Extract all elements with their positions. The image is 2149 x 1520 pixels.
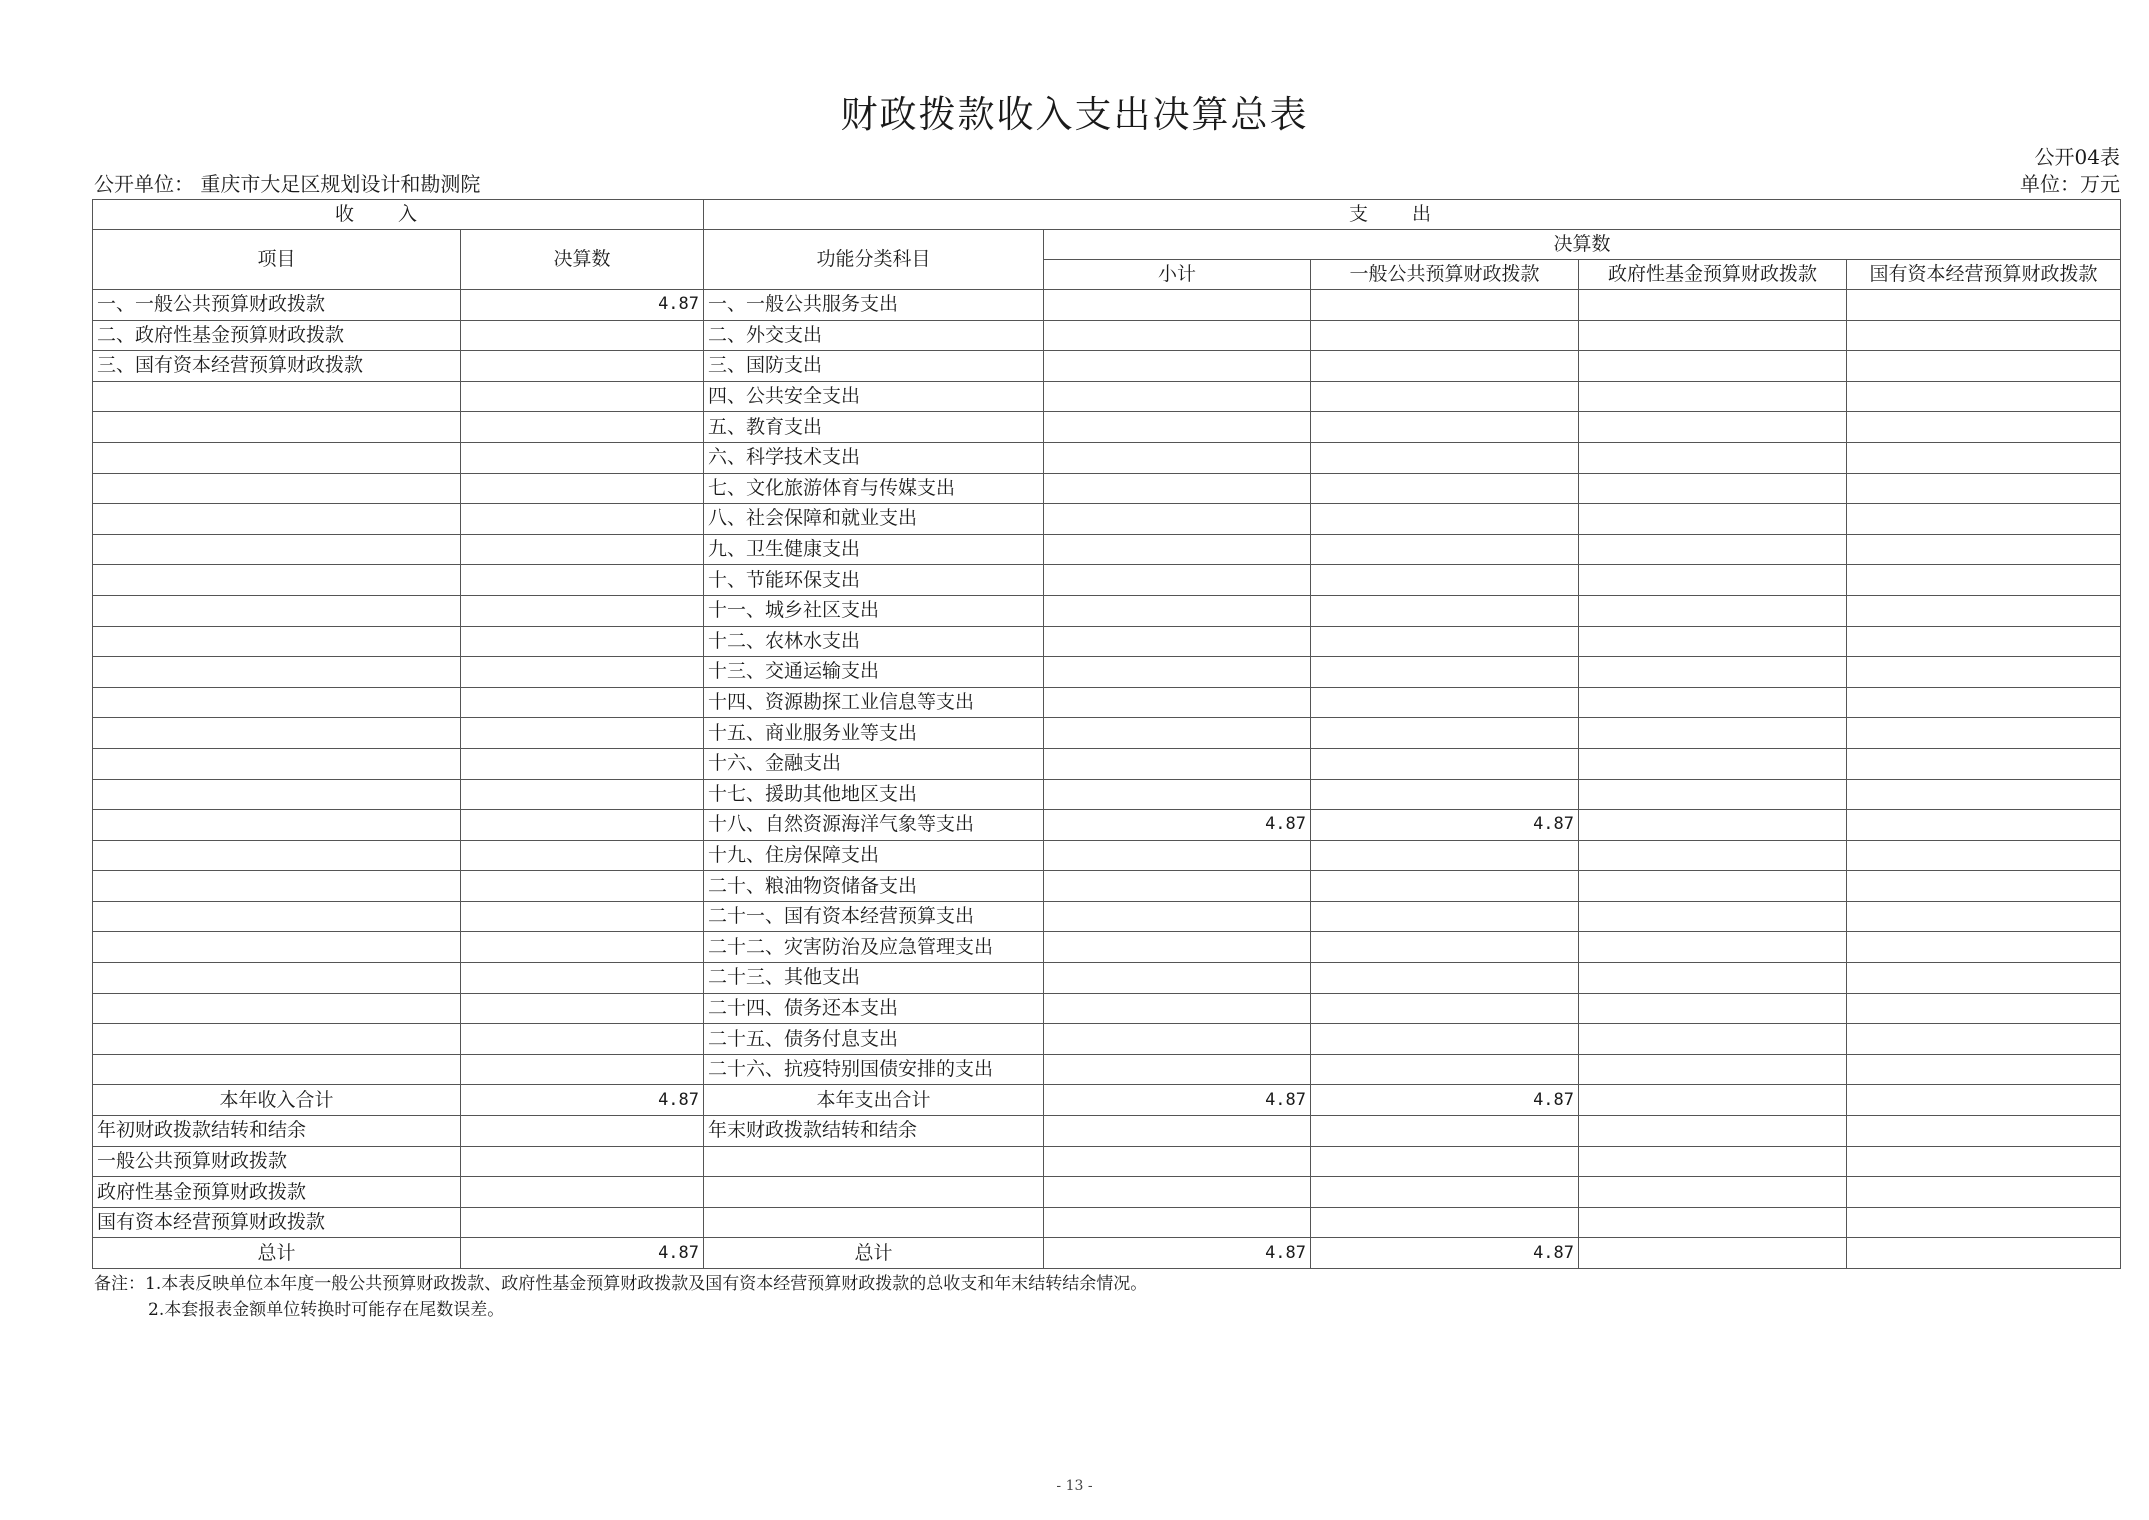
cell-func: 十六、金融支出 xyxy=(704,748,1044,779)
table-row xyxy=(93,963,2121,994)
cell-func: 三、国防支出 xyxy=(704,351,1044,382)
cell-subtotal xyxy=(1044,1054,1311,1085)
cell-fund xyxy=(1579,687,1847,718)
cell-func: 十五、商业服务业等支出 xyxy=(704,718,1044,749)
header-amount: 决算数 xyxy=(461,230,704,290)
cell-fund xyxy=(1579,963,1847,994)
table-row xyxy=(93,565,2121,596)
cell-amount xyxy=(461,626,704,657)
cell-func: 年末财政拨款结转和结余 xyxy=(704,1116,1044,1147)
cell-amount xyxy=(461,871,704,902)
cell-item: 一、一般公共预算财政拨款 xyxy=(93,290,461,321)
table-row xyxy=(93,1054,2121,1085)
cell-state xyxy=(1847,718,2121,749)
cell-fund xyxy=(1579,993,1847,1024)
cell-state xyxy=(1847,534,2121,565)
cell-func xyxy=(704,1146,1044,1177)
cell-fund xyxy=(1579,290,1847,321)
cell-state xyxy=(1847,840,2121,871)
cell-func: 五、教育支出 xyxy=(704,412,1044,443)
header-expense: 支出 xyxy=(704,200,2121,230)
cell-item: 本年收入合计 xyxy=(93,1085,461,1116)
cell-state xyxy=(1847,626,2121,657)
cell-func: 十一、城乡社区支出 xyxy=(704,595,1044,626)
cell-amount xyxy=(461,351,704,382)
cell-item xyxy=(93,932,461,963)
table-row xyxy=(93,595,2121,626)
cell-amount xyxy=(461,810,704,841)
cell-subtotal xyxy=(1044,932,1311,963)
cell-item: 三、国有资本经营预算财政拨款 xyxy=(93,351,461,382)
cell-func: 十七、援助其他地区支出 xyxy=(704,779,1044,810)
cell-state xyxy=(1847,657,2121,688)
cell-state xyxy=(1847,1207,2121,1238)
header-function-category: 功能分类科目 xyxy=(704,230,1044,290)
cell-general xyxy=(1311,1207,1579,1238)
cell-fund xyxy=(1579,1054,1847,1085)
cell-func: 二十三、其他支出 xyxy=(704,963,1044,994)
cell-subtotal xyxy=(1044,779,1311,810)
cell-fund xyxy=(1579,1146,1847,1177)
cell-fund xyxy=(1579,1024,1847,1055)
cell-fund xyxy=(1579,748,1847,779)
cell-amount xyxy=(461,504,704,535)
table-row xyxy=(93,473,2121,504)
cell-general xyxy=(1311,412,1579,443)
cell-item xyxy=(93,810,461,841)
table-row xyxy=(93,748,2121,779)
cell-func: 一、一般公共服务支出 xyxy=(704,290,1044,321)
cell-func: 二十四、债务还本支出 xyxy=(704,993,1044,1024)
cell-item: 年初财政拨款结转和结余 xyxy=(93,1116,461,1147)
cell-fund xyxy=(1579,1085,1847,1116)
table-row xyxy=(93,626,2121,657)
cell-general: 4.87 xyxy=(1311,1085,1579,1116)
cell-fund xyxy=(1579,1238,1847,1269)
cell-subtotal xyxy=(1044,687,1311,718)
cell-state xyxy=(1847,1146,2121,1177)
table-row xyxy=(93,381,2121,412)
cell-func: 十八、自然资源海洋气象等支出 xyxy=(704,810,1044,841)
cell-item xyxy=(93,993,461,1024)
table-row xyxy=(93,840,2121,871)
note-1: 备注：1.本表反映单位本年度一般公共预算财政拨款、政府性基金预算财政拨款及国有资本经营预算财政拨款的总收支和年末结转结余情况。 xyxy=(94,1274,1148,1294)
cell-state xyxy=(1847,473,2121,504)
cell-item: 政府性基金预算财政拨款 xyxy=(93,1177,461,1208)
cell-general xyxy=(1311,840,1579,871)
cell-general xyxy=(1311,963,1579,994)
cell-subtotal: 4.87 xyxy=(1044,1085,1311,1116)
cell-func: 七、文化旅游体育与传媒支出 xyxy=(704,473,1044,504)
budget-table xyxy=(92,199,2121,1269)
cell-item xyxy=(93,534,461,565)
cell-fund xyxy=(1579,381,1847,412)
cell-general xyxy=(1311,687,1579,718)
cell-subtotal xyxy=(1044,595,1311,626)
cell-general xyxy=(1311,565,1579,596)
cell-subtotal xyxy=(1044,718,1311,749)
table-row xyxy=(93,657,2121,688)
cell-item: 一般公共预算财政拨款 xyxy=(93,1146,461,1177)
cell-func: 总计 xyxy=(704,1238,1044,1269)
table-row xyxy=(93,718,2121,749)
cell-state xyxy=(1847,932,2121,963)
cell-general: 4.87 xyxy=(1311,1238,1579,1269)
page-number: - 13 - xyxy=(1056,1478,1093,1494)
cell-item xyxy=(93,871,461,902)
cell-func: 八、社会保障和就业支出 xyxy=(704,504,1044,535)
cell-subtotal xyxy=(1044,993,1311,1024)
cell-fund xyxy=(1579,779,1847,810)
cell-fund xyxy=(1579,840,1847,871)
cell-state xyxy=(1847,351,2121,382)
cell-fund xyxy=(1579,473,1847,504)
cell-general xyxy=(1311,1116,1579,1147)
cell-state xyxy=(1847,290,2121,321)
cell-state xyxy=(1847,1177,2121,1208)
table-row xyxy=(93,810,2121,841)
cell-general xyxy=(1311,932,1579,963)
cell-item xyxy=(93,779,461,810)
header-income: 收入 xyxy=(93,200,704,230)
cell-state xyxy=(1847,1085,2121,1116)
cell-general xyxy=(1311,351,1579,382)
carryover-row xyxy=(93,1177,2121,1208)
cell-amount xyxy=(461,1177,704,1208)
cell-subtotal xyxy=(1044,381,1311,412)
cell-item xyxy=(93,412,461,443)
cell-general xyxy=(1311,290,1579,321)
cell-subtotal: 4.87 xyxy=(1044,1238,1311,1269)
cell-general xyxy=(1311,473,1579,504)
cell-fund xyxy=(1579,1177,1847,1208)
cell-general xyxy=(1311,871,1579,902)
cell-amount xyxy=(461,473,704,504)
cell-fund xyxy=(1579,901,1847,932)
carryover-row xyxy=(93,1116,2121,1147)
cell-amount xyxy=(461,412,704,443)
cell-item xyxy=(93,626,461,657)
cell-item xyxy=(93,442,461,473)
cell-amount xyxy=(461,442,704,473)
table-row xyxy=(93,504,2121,535)
cell-state xyxy=(1847,871,2121,902)
cell-item xyxy=(93,963,461,994)
table-row xyxy=(93,871,2121,902)
cell-amount xyxy=(461,748,704,779)
cell-subtotal xyxy=(1044,351,1311,382)
cell-subtotal xyxy=(1044,748,1311,779)
cell-general xyxy=(1311,718,1579,749)
cell-subtotal xyxy=(1044,657,1311,688)
cell-general xyxy=(1311,657,1579,688)
cell-state xyxy=(1847,595,2121,626)
cell-amount xyxy=(461,657,704,688)
table-row xyxy=(93,442,2121,473)
cell-amount xyxy=(461,1116,704,1147)
cell-fund xyxy=(1579,504,1847,535)
cell-fund xyxy=(1579,320,1847,351)
cell-fund xyxy=(1579,626,1847,657)
cell-subtotal xyxy=(1044,1146,1311,1177)
cell-subtotal xyxy=(1044,320,1311,351)
cell-fund xyxy=(1579,595,1847,626)
page-title: 财政拨款收入支出决算总表 xyxy=(840,93,1309,136)
cell-func: 二十二、灾害防治及应急管理支出 xyxy=(704,932,1044,963)
cell-fund xyxy=(1579,1207,1847,1238)
cell-state xyxy=(1847,993,2121,1024)
table-row xyxy=(93,993,2121,1024)
cell-amount xyxy=(461,687,704,718)
carryover-row xyxy=(93,1146,2121,1177)
table-row xyxy=(93,290,2121,321)
cell-general xyxy=(1311,901,1579,932)
cell-subtotal xyxy=(1044,840,1311,871)
cell-general xyxy=(1311,320,1579,351)
cell-general xyxy=(1311,1146,1579,1177)
cell-general xyxy=(1311,748,1579,779)
cell-fund xyxy=(1579,932,1847,963)
cell-subtotal xyxy=(1044,871,1311,902)
notes xyxy=(94,1271,1147,1324)
year-total-row xyxy=(93,1085,2121,1116)
cell-item xyxy=(93,565,461,596)
table-row xyxy=(93,779,2121,810)
cell-fund xyxy=(1579,442,1847,473)
cell-subtotal xyxy=(1044,565,1311,596)
cell-general xyxy=(1311,442,1579,473)
cell-item xyxy=(93,840,461,871)
cell-subtotal xyxy=(1044,534,1311,565)
cell-state xyxy=(1847,504,2121,535)
cell-amount xyxy=(461,320,704,351)
cell-item xyxy=(93,381,461,412)
cell-state xyxy=(1847,779,2121,810)
cell-amount: 4.87 xyxy=(461,290,704,321)
cell-func: 本年支出合计 xyxy=(704,1085,1044,1116)
header-fund-budget: 政府性基金预算财政拨款 xyxy=(1579,260,1847,290)
cell-item xyxy=(93,687,461,718)
cell-amount xyxy=(461,932,704,963)
currency-unit: 单位：万元 xyxy=(2020,172,2120,196)
cell-amount xyxy=(461,779,704,810)
cell-func: 二十六、抗疫特别国债安排的支出 xyxy=(704,1054,1044,1085)
cell-fund xyxy=(1579,871,1847,902)
cell-amount xyxy=(461,381,704,412)
cell-func: 二、外交支出 xyxy=(704,320,1044,351)
cell-item: 二、政府性基金预算财政拨款 xyxy=(93,320,461,351)
cell-amount xyxy=(461,1207,704,1238)
table-row xyxy=(93,534,2121,565)
cell-state xyxy=(1847,381,2121,412)
reporting-unit: 公开单位： 重庆市大足区规划设计和勘测院 xyxy=(94,172,481,196)
cell-amount xyxy=(461,1146,704,1177)
header-decision-amount: 决算数 xyxy=(1044,230,2121,260)
cell-subtotal xyxy=(1044,1116,1311,1147)
cell-item xyxy=(93,1054,461,1085)
cell-fund xyxy=(1579,351,1847,382)
cell-amount xyxy=(461,993,704,1024)
cell-subtotal xyxy=(1044,1207,1311,1238)
cell-item xyxy=(93,473,461,504)
cell-general xyxy=(1311,504,1579,535)
cell-subtotal xyxy=(1044,1024,1311,1055)
cell-func: 十九、住房保障支出 xyxy=(704,840,1044,871)
cell-func: 六、科学技术支出 xyxy=(704,442,1044,473)
header-row-2 xyxy=(93,230,2121,260)
cell-subtotal xyxy=(1044,504,1311,535)
table-row xyxy=(93,412,2121,443)
cell-amount xyxy=(461,565,704,596)
cell-item xyxy=(93,1024,461,1055)
cell-state xyxy=(1847,565,2121,596)
table-row xyxy=(93,687,2121,718)
cell-item xyxy=(93,504,461,535)
cell-subtotal xyxy=(1044,442,1311,473)
note-2: 2.本套报表金额单位转换时可能存在尾数误差。 xyxy=(148,1300,505,1321)
table-row xyxy=(93,320,2121,351)
cell-func: 十三、交通运输支出 xyxy=(704,657,1044,688)
cell-amount: 4.87 xyxy=(461,1238,704,1269)
header-row-1 xyxy=(93,200,2121,230)
cell-state xyxy=(1847,901,2121,932)
cell-general xyxy=(1311,1177,1579,1208)
cell-fund xyxy=(1579,565,1847,596)
carryover-row xyxy=(93,1207,2121,1238)
header-subtotal: 小计 xyxy=(1044,260,1311,290)
cell-item xyxy=(93,718,461,749)
cell-amount xyxy=(461,840,704,871)
cell-item: 总计 xyxy=(93,1238,461,1269)
cell-general xyxy=(1311,534,1579,565)
cell-fund xyxy=(1579,657,1847,688)
cell-amount: 4.87 xyxy=(461,1085,704,1116)
cell-func: 四、公共安全支出 xyxy=(704,381,1044,412)
cell-general xyxy=(1311,595,1579,626)
cell-amount xyxy=(461,595,704,626)
cell-general xyxy=(1311,381,1579,412)
grand-total-row xyxy=(93,1238,2121,1269)
cell-item xyxy=(93,657,461,688)
cell-fund xyxy=(1579,718,1847,749)
cell-state xyxy=(1847,963,2121,994)
cell-amount xyxy=(461,1054,704,1085)
cell-state xyxy=(1847,687,2121,718)
cell-func xyxy=(704,1207,1044,1238)
cell-amount xyxy=(461,1024,704,1055)
cell-subtotal xyxy=(1044,626,1311,657)
cell-general xyxy=(1311,993,1579,1024)
cell-state xyxy=(1847,1116,2121,1147)
cell-func: 九、卫生健康支出 xyxy=(704,534,1044,565)
cell-general xyxy=(1311,1054,1579,1085)
form-number: 公开04表 xyxy=(2034,145,2120,169)
cell-subtotal xyxy=(1044,412,1311,443)
cell-fund xyxy=(1579,412,1847,443)
cell-func: 十四、资源勘探工业信息等支出 xyxy=(704,687,1044,718)
header-item: 项目 xyxy=(93,230,461,290)
cell-func xyxy=(704,1177,1044,1208)
cell-amount xyxy=(461,718,704,749)
cell-state xyxy=(1847,810,2121,841)
cell-state xyxy=(1847,1024,2121,1055)
cell-func: 十二、农林水支出 xyxy=(704,626,1044,657)
cell-state xyxy=(1847,748,2121,779)
cell-general xyxy=(1311,626,1579,657)
cell-general xyxy=(1311,779,1579,810)
cell-fund xyxy=(1579,534,1847,565)
table-row xyxy=(93,901,2121,932)
cell-func: 二十、粮油物资储备支出 xyxy=(704,871,1044,902)
cell-subtotal xyxy=(1044,473,1311,504)
cell-func: 二十五、债务付息支出 xyxy=(704,1024,1044,1055)
cell-subtotal xyxy=(1044,963,1311,994)
table-row xyxy=(93,932,2121,963)
cell-fund xyxy=(1579,810,1847,841)
cell-amount xyxy=(461,901,704,932)
cell-func: 二十一、国有资本经营预算支出 xyxy=(704,901,1044,932)
cell-item xyxy=(93,748,461,779)
cell-amount xyxy=(461,534,704,565)
cell-item xyxy=(93,901,461,932)
cell-func: 十、节能环保支出 xyxy=(704,565,1044,596)
table-row xyxy=(93,1024,2121,1055)
cell-amount xyxy=(461,963,704,994)
cell-state xyxy=(1847,1238,2121,1269)
cell-general: 4.87 xyxy=(1311,810,1579,841)
cell-state xyxy=(1847,412,2121,443)
header-general-budget: 一般公共预算财政拨款 xyxy=(1311,260,1579,290)
cell-state xyxy=(1847,320,2121,351)
cell-general xyxy=(1311,1024,1579,1055)
cell-subtotal xyxy=(1044,1177,1311,1208)
table-row xyxy=(93,351,2121,382)
cell-subtotal xyxy=(1044,901,1311,932)
cell-state xyxy=(1847,442,2121,473)
cell-subtotal xyxy=(1044,290,1311,321)
cell-state xyxy=(1847,1054,2121,1085)
cell-item xyxy=(93,595,461,626)
cell-subtotal: 4.87 xyxy=(1044,810,1311,841)
cell-item: 国有资本经营预算财政拨款 xyxy=(93,1207,461,1238)
cell-fund xyxy=(1579,1116,1847,1147)
header-state-capital-budget: 国有资本经营预算财政拨款 xyxy=(1847,260,2121,290)
